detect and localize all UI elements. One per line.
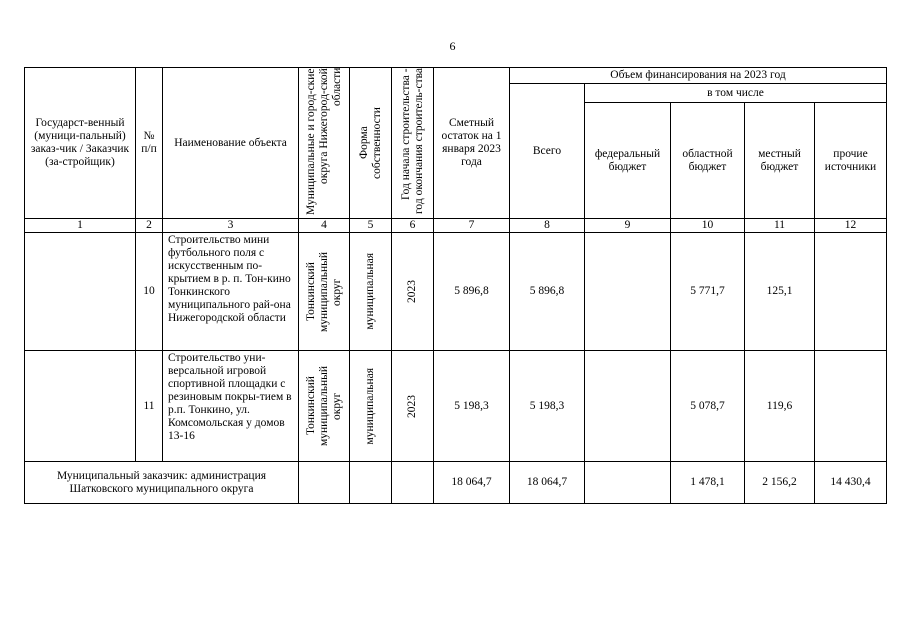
column-number: 10 xyxy=(671,219,745,233)
row-local: 125,1 xyxy=(745,233,815,351)
row-local: 119,6 xyxy=(745,351,815,462)
header-total: Всего xyxy=(510,84,585,219)
column-number: 7 xyxy=(434,219,510,233)
total-row-label: Муниципальный заказчик: администрация Шатковского муниципального округа xyxy=(25,462,299,504)
row-ownership: муниципальная xyxy=(350,233,392,351)
row-customer xyxy=(25,351,136,462)
row-remaining: 5 198,3 xyxy=(434,351,510,462)
column-number: 11 xyxy=(745,219,815,233)
row-remaining: 5 896,8 xyxy=(434,233,510,351)
column-number: 8 xyxy=(510,219,585,233)
column-number: 9 xyxy=(585,219,671,233)
column-number: 4 xyxy=(299,219,350,233)
row-regional: 5 771,7 xyxy=(671,233,745,351)
row-object-name: Строительство уни-версальной игровой спортивной площадки с резиновым покры-тием в р.п. Тонкино, ул. Комсомольская у домов 13-16 xyxy=(163,351,299,462)
row-federal xyxy=(585,233,671,351)
row-other xyxy=(815,233,887,351)
total-row-ownership xyxy=(350,462,392,504)
row-years: 2023 xyxy=(392,233,434,351)
row-object-name: Строительство мини футбольного поля с искусственным по-крытием в р. п. Тон-кино Тонкинского муниципального рай-она Нижегородской области xyxy=(163,233,299,351)
column-numbers-row xyxy=(25,219,887,233)
table-row xyxy=(25,351,887,462)
row-other xyxy=(815,351,887,462)
row-total: 5 896,8 xyxy=(510,233,585,351)
column-number: 2 xyxy=(136,219,163,233)
header-local: местный бюджет xyxy=(745,103,815,219)
header-other: прочие источники xyxy=(815,103,887,219)
header-federal: федеральный бюджет xyxy=(585,103,671,219)
header-row-1 xyxy=(25,68,887,84)
row-regional: 5 078,7 xyxy=(671,351,745,462)
header-district: Муниципальные и город-ские округа Нижегород-ской области xyxy=(299,68,350,219)
header-number: № п/п xyxy=(136,68,163,219)
column-number: 12 xyxy=(815,219,887,233)
row-customer xyxy=(25,233,136,351)
row-district: Тонкинский муниципальный округ xyxy=(299,351,350,462)
total-row-district xyxy=(299,462,350,504)
total-row-total: 18 064,7 xyxy=(510,462,585,504)
row-federal xyxy=(585,351,671,462)
table-row xyxy=(25,233,887,351)
total-row-other: 14 430,4 xyxy=(815,462,887,504)
column-number: 1 xyxy=(25,219,136,233)
row-total: 5 198,3 xyxy=(510,351,585,462)
total-row-remaining: 18 064,7 xyxy=(434,462,510,504)
row-number: 10 xyxy=(136,233,163,351)
header-ownership: Форма собственности xyxy=(350,68,392,219)
row-number: 11 xyxy=(136,351,163,462)
column-number: 6 xyxy=(392,219,434,233)
row-years: 2023 xyxy=(392,351,434,462)
total-row xyxy=(25,462,887,504)
header-regional: областной бюджет xyxy=(671,103,745,219)
total-row-federal xyxy=(585,462,671,504)
row-ownership: муниципальная xyxy=(350,351,392,462)
financing-table xyxy=(24,67,887,504)
column-number: 3 xyxy=(163,219,299,233)
header-years: Год начала строительства - год окончания строитель-ства xyxy=(392,68,434,219)
column-number: 5 xyxy=(350,219,392,233)
header-remaining: Сметный остаток на 1 января 2023 года xyxy=(434,68,510,219)
header-object-name: Наименование объекта xyxy=(163,68,299,219)
header-funding-group: Объем финансирования на 2023 год xyxy=(510,68,887,84)
page-number: 6 xyxy=(449,39,456,53)
header-including: в том числе xyxy=(585,84,887,103)
total-row-regional: 1 478,1 xyxy=(671,462,745,504)
total-row-local: 2 156,2 xyxy=(745,462,815,504)
header-customer: Государст-венный (муници-пальный) заказ-чик / Заказчик (за-стройщик) xyxy=(25,68,136,219)
total-row-years xyxy=(392,462,434,504)
row-district: Тонкинский муниципальный округ xyxy=(299,233,350,351)
